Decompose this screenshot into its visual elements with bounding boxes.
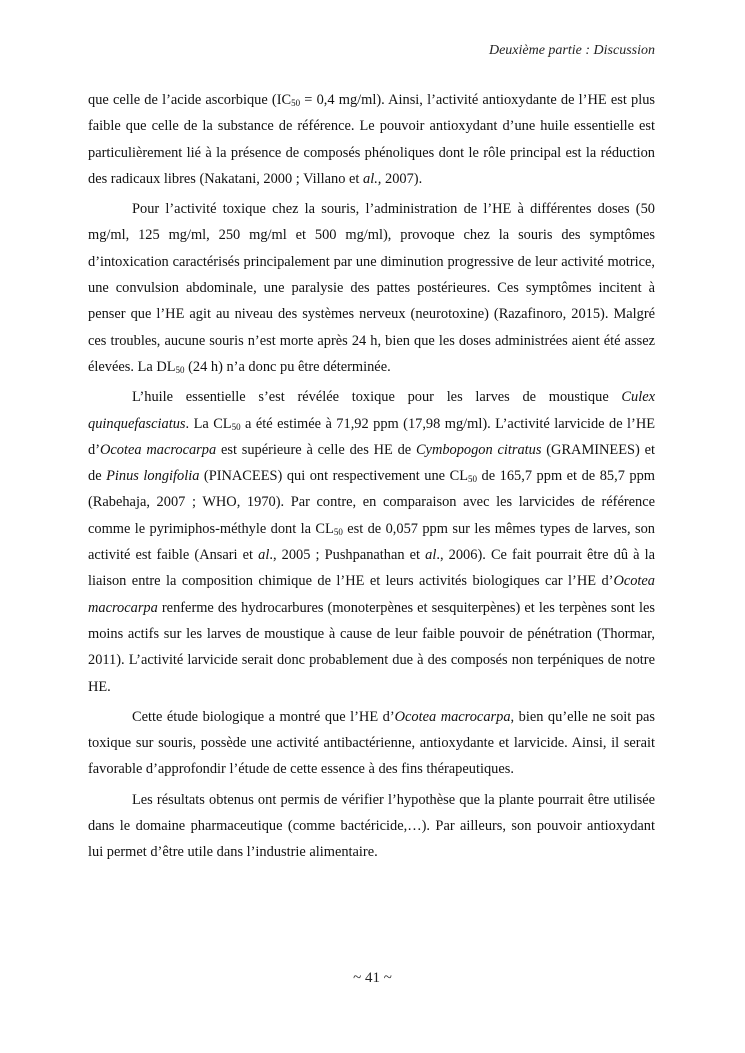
paragraph-3	[88, 384, 655, 700]
text-run: Les résultats obtenus ont permis de vérifier l’hypothèse que la plante pourrait être utilisée dans le domaine pharmaceutique (comme bactéricide,…). Par ailleurs, son pouvoir antioxydant lui permet d’être utile dans l’industrie alimentaire.	[88, 791, 655, 861]
text-run: est de 0,057 ppm sur les mêmes types de larves, son activité est faible (Ansari et	[88, 520, 655, 564]
text-run: . La CL	[185, 415, 232, 432]
text-run: , bien qu’elle ne soit pas toxique sur souris, possède une activité antibactérienne, antioxydante et larvicide. Ainsi, il serait favorable d’approfondir l’étude de cette essence à des fins thérapeutiques.	[88, 708, 655, 778]
italic-text: Pinus longifolia	[106, 468, 200, 485]
text-run: (GRAMINEES) et de	[88, 441, 655, 485]
paragraph-1	[88, 87, 655, 192]
italic-text: Ocotea macrocarpa	[100, 441, 217, 458]
text-run: = 0,4 mg/ml). Ainsi, l’activité antioxydante de l’HE est plus faible que celle de la substance de référence. Le pouvoir antioxydant d’une huile essentielle est particulièrement lié à la présence de composés phénoliques dont le rôle principal est la réduction des radicaux libres (Nakatani, 2000 ; Villano et	[88, 92, 655, 187]
italic-text: Ocotea macrocarpa	[88, 573, 655, 616]
subscript: 50	[333, 526, 343, 537]
italic-text: Cymbopogon citratus	[415, 441, 542, 458]
subscript: 50	[291, 98, 301, 108]
italic-text: al.,	[363, 170, 382, 187]
italic-text: Ocotea macrocarpa	[394, 708, 511, 725]
text-run: (24 h) n’a donc pu être déterminée.	[184, 358, 391, 375]
italic-text: Culex quinquefasciatus	[88, 389, 655, 432]
text-run: Pour l’activité toxique chez la souris, l’administration de l’HE à différentes doses (50 mg/ml, 125 mg/ml, 250 mg/ml et 500 mg/ml), provoque chez la souris des symptômes d’intoxication caractérisés principalement par une diminution progressive de leur activité motrice, une convulsion abdominale, une paralysie des pattes postérieures. Ces symptômes incitent à penser que l’HE agit au niveau des systèmes nerveux (neurotoxine) (Razafinoro, 2015). Malgré ces troubles, aucune souris n’est morte après 24 h, bien que les doses administrées aient été assez élevées. La DL	[88, 201, 655, 375]
text-run: ., 2006). Ce fait pourrait être dû à la liaison entre la composition chimique de l’HE et leurs activités biologiques car l’HE d’	[88, 547, 655, 590]
paragraph-4	[88, 704, 655, 783]
text-run: renferme des hydrocarbures (monoterpènes et sesquiterpènes) et les terpènes sont les moins actifs sur les larves de moustique à cause de leur faible pouvoir de pénétration (Thormar, 2011). L’activité larvicide serait donc probablement due à des composés non terpéniques de notre HE.	[88, 599, 655, 695]
text-run: Cette étude biologique a montré que l’HE d’	[132, 708, 395, 725]
text-run: (PINACEES) qui ont respectivement une CL	[199, 468, 468, 485]
text-run: que celle de l’acide ascorbique (IC	[88, 92, 292, 108]
text-run: L’huile essentielle s’est révélée toxique pour les larves de moustique	[132, 389, 622, 406]
text-run: a été estimée à 71,92 ppm (17,98 mg/ml). L’activité larvicide de l’HE d’	[88, 415, 655, 458]
text-run: est supérieure à celle des HE de	[216, 441, 416, 458]
subscript: 50	[175, 364, 185, 375]
italic-text: al	[258, 547, 270, 564]
paragraph-5	[88, 787, 655, 866]
text-run: de 165,7 ppm et de 85,7 ppm (Rabehaja, 2007 ; WHO, 1970). Par contre, en comparaison avec les larvicides de référence comme le pyrimiphos-méthyle dont la CL	[88, 468, 655, 537]
subscript: 50	[231, 421, 241, 432]
discussion-body	[88, 87, 655, 870]
paragraph-2	[88, 196, 655, 380]
text-run: 2007).	[381, 170, 423, 187]
page-number: ~ 41 ~	[353, 970, 392, 986]
italic-text: al	[425, 547, 437, 564]
text-run: ., 2005 ; Pushpanathan et	[269, 547, 426, 564]
subscript: 50	[468, 474, 477, 485]
running-header: Deuxième partie : Discussion	[488, 43, 655, 58]
